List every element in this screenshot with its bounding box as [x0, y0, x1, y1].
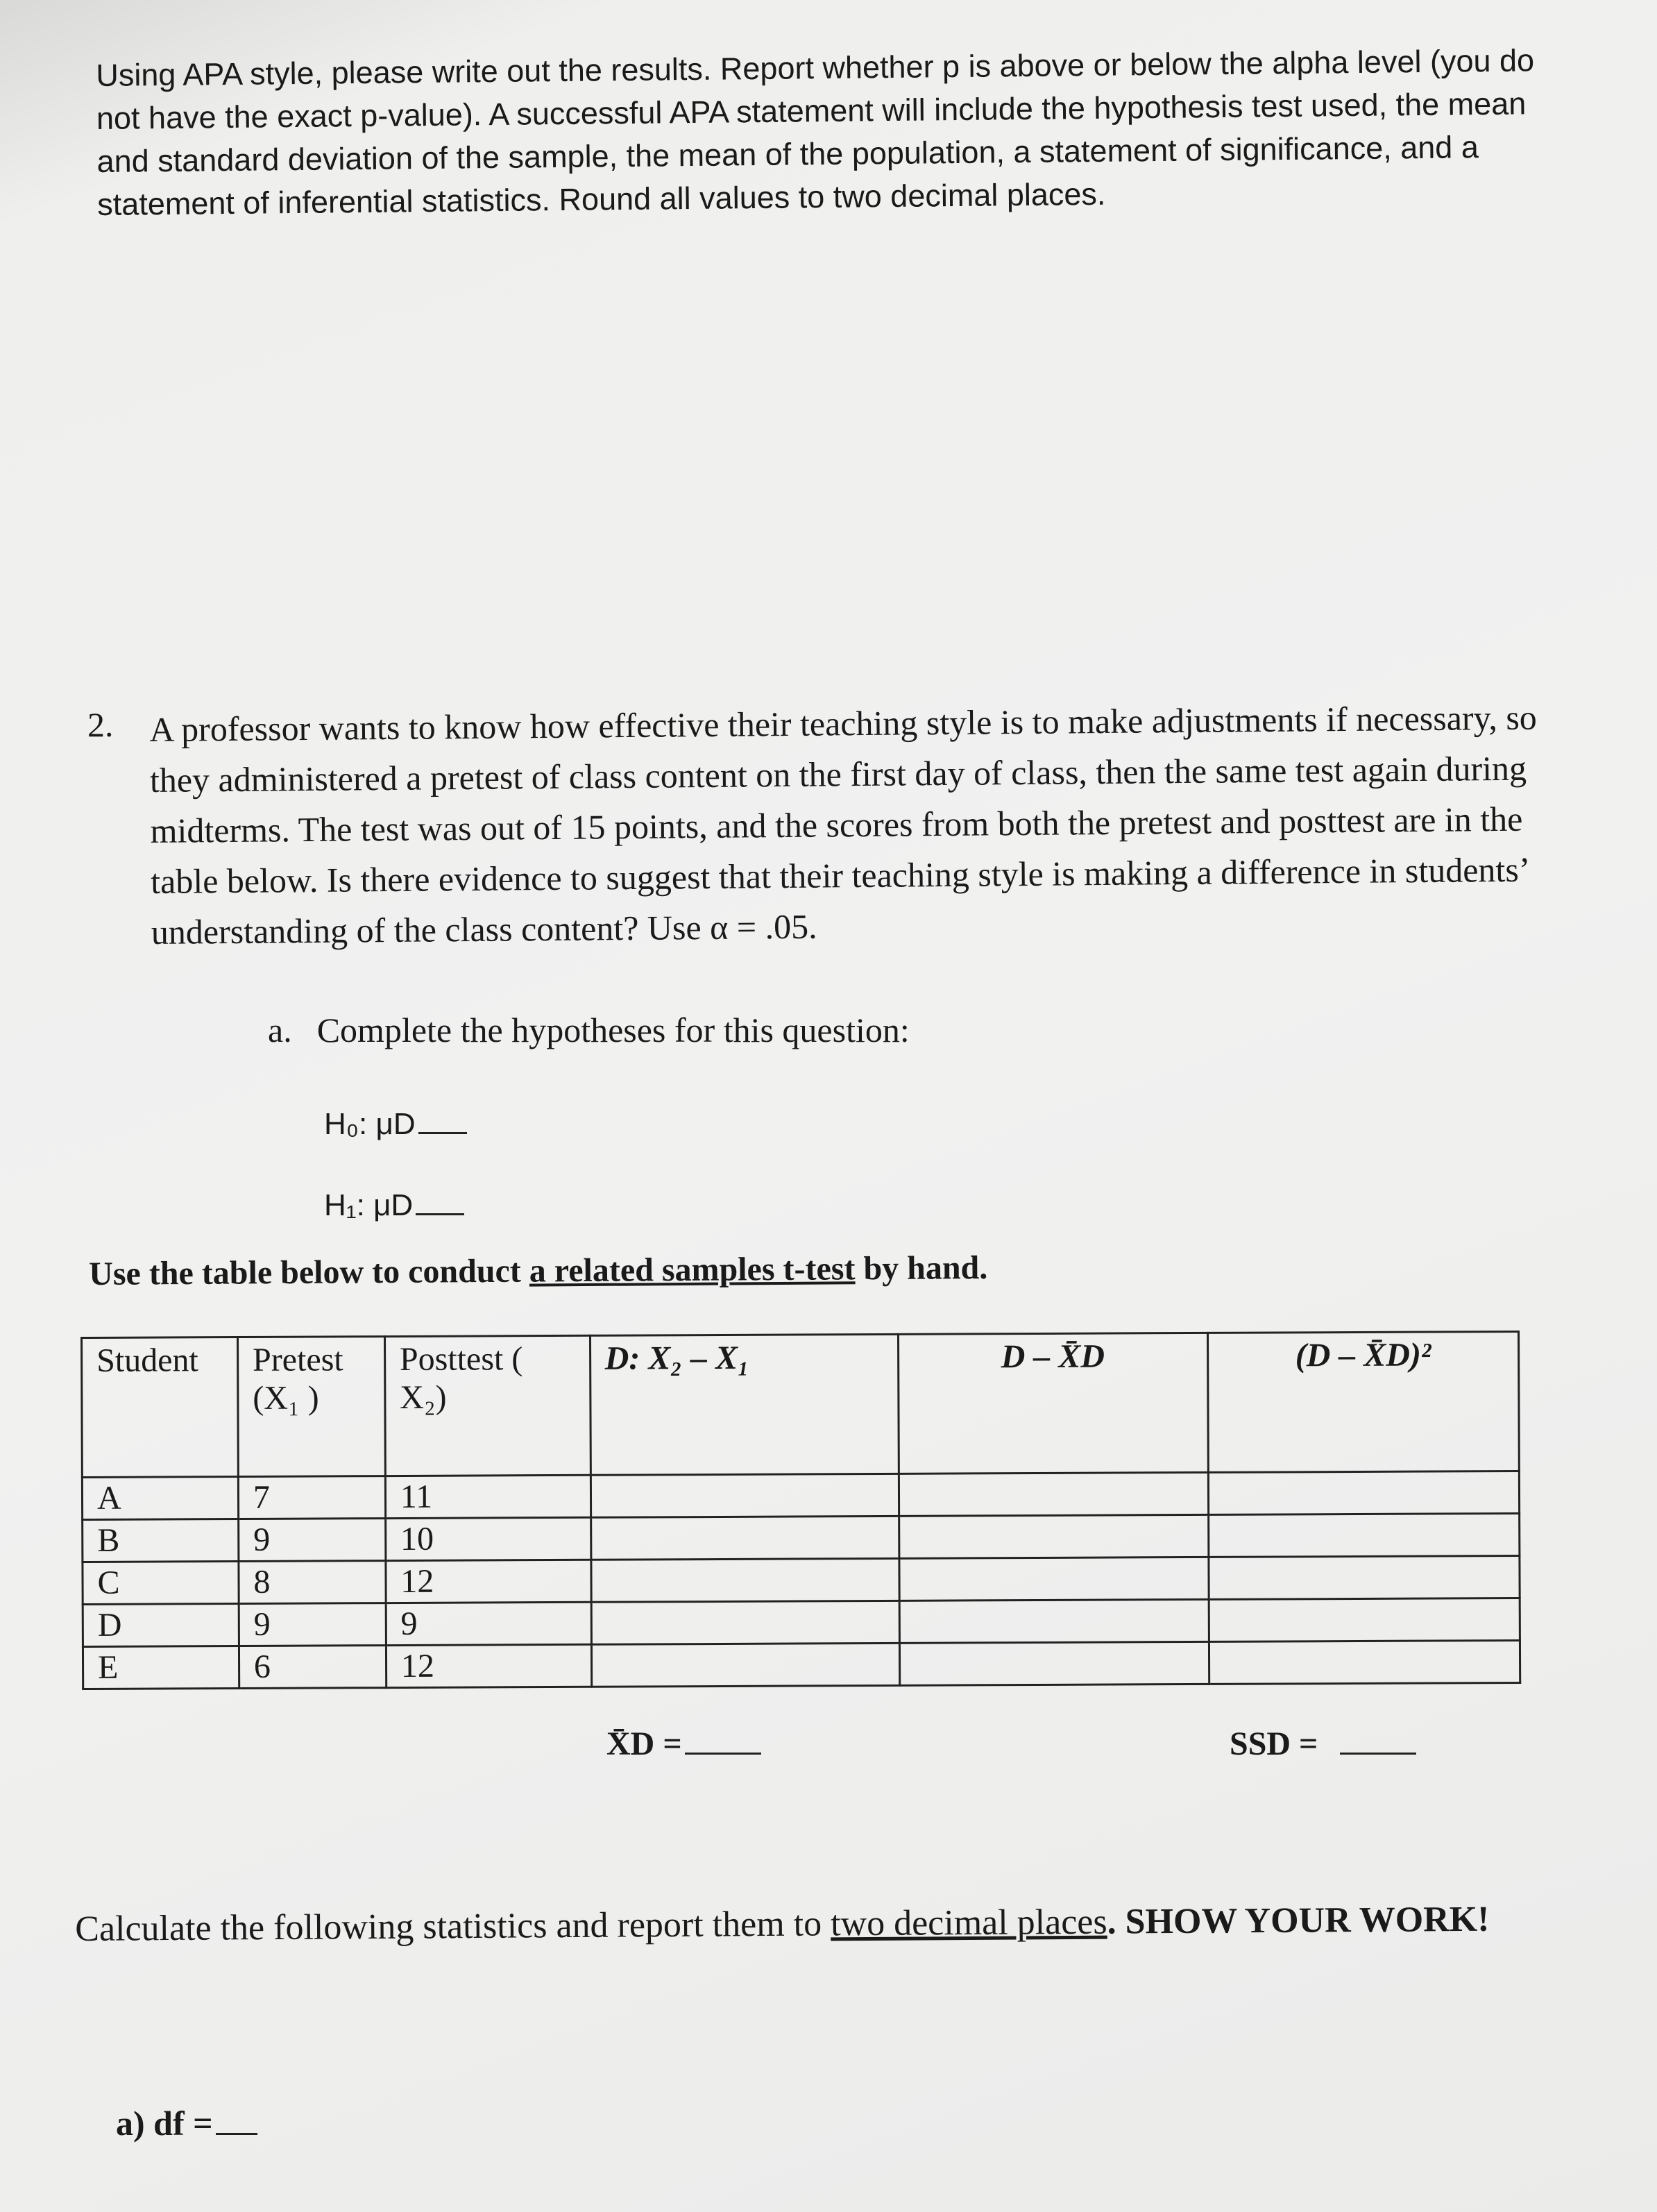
intro-end: by hand.	[855, 1249, 988, 1287]
table-row	[83, 1513, 1520, 1562]
pretest-cell: 8	[239, 1561, 386, 1604]
student-cell: C	[83, 1562, 239, 1605]
calc-underlined: two decimal places	[830, 1902, 1107, 1944]
table-row	[83, 1598, 1520, 1646]
question-text: A professor wants to know how effective their teaching style is to make adjustments if necessary, so they administered a pretest of class content on the first day of class, then the same test again during midterms. The test was out of 15 points, and the scores from both the pretest and posttest are in the table below. Is there evidence to suggest that their teaching style is making a difference in students’ understanding of the class content? Use α = .05.	[149, 698, 1537, 952]
difference-cell[interactable]	[591, 1601, 899, 1644]
part-a	[268, 1010, 910, 1050]
df-label: a) df =	[116, 2104, 213, 2143]
student-cell: E	[83, 1646, 239, 1689]
pretest-cell: 9	[239, 1519, 386, 1562]
calc-emphasis: . SHOW YOUR WORK!	[1107, 1899, 1490, 1942]
student-cell: A	[82, 1477, 238, 1520]
deviation-cell[interactable]	[899, 1472, 1208, 1516]
calculate-instructions	[75, 1891, 1533, 1957]
pretest-cell: 7	[238, 1476, 385, 1519]
sum-of-squares	[1230, 1725, 1416, 1763]
difference-cell[interactable]	[591, 1643, 899, 1687]
deviation-cell[interactable]	[899, 1599, 1209, 1643]
deviation-cell[interactable]	[899, 1514, 1208, 1558]
h0-blank[interactable]	[418, 1132, 467, 1134]
calc-text: Calculate the following statistics and report them to	[75, 1904, 831, 1949]
ss-label: SSD =	[1230, 1725, 1318, 1762]
squared-cell[interactable]	[1208, 1513, 1520, 1557]
table-row	[83, 1640, 1520, 1689]
squared-cell[interactable]	[1209, 1640, 1520, 1684]
squared-cell[interactable]	[1208, 1471, 1520, 1514]
df-question	[116, 2103, 257, 2143]
part-a-label: a.	[268, 1011, 292, 1049]
alt-hypothesis	[324, 1188, 464, 1223]
apa-instructions: Using APA style, please write out the results. Report whether p is above or below the alpha level (you do not have the exact p-value). A successful APA statement will include the hypothesis test used, the mean and standard deviation of the sample, the mean of the population, a statement of significance, and a statement of inferential statistics. Round all values to two decimal places.	[96, 42, 1535, 222]
student-cell: B	[83, 1519, 239, 1562]
data-table	[80, 1331, 1521, 1690]
student-cell: D	[83, 1604, 239, 1647]
table-row	[83, 1555, 1520, 1604]
ss-blank[interactable]	[1340, 1753, 1416, 1755]
posttest-cell: 12	[386, 1560, 591, 1603]
deviation-cell[interactable]	[899, 1557, 1209, 1601]
part-a-text: Complete the hypotheses for this question:	[316, 1011, 910, 1049]
intro-underlined: a related samples t-test	[529, 1250, 856, 1290]
header-student: Student	[82, 1337, 239, 1478]
difference-cell[interactable]	[590, 1516, 899, 1560]
posttest-cell: 11	[385, 1475, 590, 1518]
header-deviation: D – X̄D	[898, 1333, 1208, 1474]
h0-label: H₀: μD	[324, 1107, 416, 1141]
pretest-cell: 9	[239, 1603, 386, 1646]
table-instructions	[89, 1249, 987, 1293]
mean-blank[interactable]	[685, 1753, 761, 1755]
mean-label: X̄D =	[606, 1725, 682, 1762]
posttest-cell: 12	[386, 1644, 591, 1687]
df-blank[interactable]	[216, 2133, 257, 2135]
question-number: 2.	[87, 705, 114, 744]
h1-label: H₁: μD	[324, 1188, 414, 1222]
deviation-cell[interactable]	[899, 1641, 1209, 1685]
difference-cell[interactable]	[590, 1558, 899, 1602]
squared-cell[interactable]	[1209, 1555, 1520, 1599]
header-difference: D: X₂ – X₁	[590, 1334, 899, 1475]
table-row	[82, 1471, 1519, 1519]
intro-text: Use the table below to conduct	[89, 1252, 529, 1292]
null-hypothesis	[324, 1107, 467, 1142]
table-header-row	[82, 1331, 1520, 1477]
header-posttest: Posttest ( X₂)	[384, 1335, 590, 1476]
posttest-cell: 10	[385, 1517, 590, 1560]
header-squared-deviation: (D – X̄D)²	[1207, 1331, 1519, 1472]
pretest-cell: 6	[239, 1646, 386, 1689]
header-pretest: Pretest (X₁ )	[237, 1337, 385, 1477]
posttest-cell: 9	[386, 1602, 591, 1645]
mean-difference	[606, 1725, 761, 1763]
h1-blank[interactable]	[416, 1213, 464, 1215]
squared-cell[interactable]	[1209, 1598, 1520, 1641]
difference-cell[interactable]	[590, 1474, 899, 1517]
